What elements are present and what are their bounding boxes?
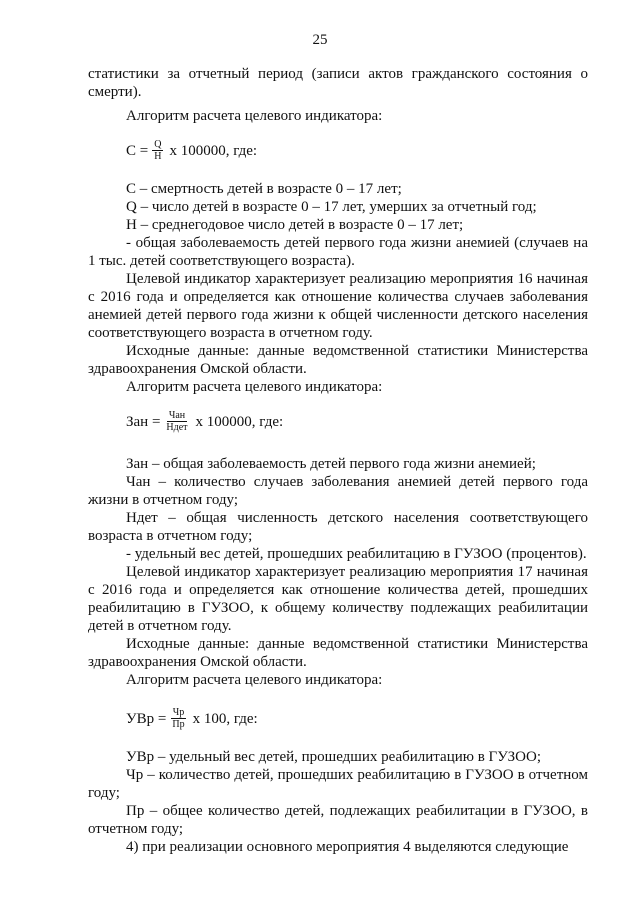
formula-lhs: С = [126, 142, 149, 159]
paragraph: Целевой индикатор характеризует реализацию мероприятия 17 начиная с 2016 года и определяется как отношение количества детей, прошедших реабилитацию в ГУЗОО, к общему количеству подлежащих реабилитации детей в отчетном году. [88, 564, 588, 634]
paragraph: - удельный вес детей, прошедших реабилитацию в ГУЗОО (процентов). [126, 546, 587, 562]
paragraph: Чр – количество детей, прошедших реабилитацию в ГУЗОО в отчетном году; [88, 767, 588, 801]
paragraph: - общая заболеваемость детей первого года жизни анемией (случаев на 1 тыс. детей соответствующего возраста). [88, 235, 588, 269]
formula-fraction [164, 410, 189, 433]
fraction-denominator: Н [154, 151, 162, 162]
formula-lhs: УВр = [126, 710, 167, 727]
formula-rhs: х 100000, где: [195, 413, 284, 430]
paragraph: 4) при реализации основного мероприятия 4 выделяются следующие [126, 839, 569, 855]
paragraph: С – смертность детей в возрасте 0 – 17 лет; [126, 181, 402, 197]
fraction-denominator: Пр [172, 719, 185, 730]
formula-mortality [126, 139, 588, 162]
paragraph: Исходные данные: данные ведомственной статистики Министерства здравоохранения Омской области. [88, 343, 588, 377]
formula-rhs: х 100000, где: [169, 142, 258, 159]
paragraph: Исходные данные: данные ведомственной статистики Министерства здравоохранения Омской области. [88, 636, 588, 670]
paragraph: Алгоритм расчета целевого индикатора: [126, 672, 383, 688]
formula-rehab [126, 707, 588, 730]
formula-lhs: Зан = [126, 413, 161, 430]
page-number: 25 [312, 32, 328, 48]
fraction-numerator: Чан [168, 410, 186, 421]
formula-anemia [126, 410, 588, 433]
paragraph: статистики за отчетный период (записи актов гражданского состояния о смерти). [88, 66, 588, 100]
document-body [88, 65, 588, 856]
paragraph: Н – среднегодовое число детей в возрасте 0 – 17 лет; [126, 217, 464, 233]
fraction-numerator: Чр [172, 707, 185, 718]
formula-rhs: х 100, где: [192, 710, 258, 727]
paragraph: Пр – общее количество детей, подлежащих реабилитации в ГУЗОО, в отчетном году; [88, 803, 588, 837]
formula-fraction [170, 707, 186, 730]
paragraph: Q – число детей в возрасте 0 – 17 лет, умерших за отчетный год; [126, 199, 537, 215]
fraction-numerator: Q [154, 139, 162, 150]
paragraph: Алгоритм расчета целевого индикатора: [126, 379, 383, 395]
fraction-denominator: Ндет [166, 422, 188, 433]
paragraph: Ндет – общая численность детского населения соответствующего возраста в отчетном году; [88, 510, 588, 544]
formula-fraction [152, 139, 163, 162]
paragraph: Целевой индикатор характеризует реализацию мероприятия 16 начиная с 2016 года и определяется как отношение количества случаев заболевания анемией детей первого года жизни к общей численности детского населения соответствующего возраста в отчетном году. [88, 271, 588, 341]
paragraph: Алгоритм расчета целевого индикатора: [126, 108, 383, 124]
paragraph: УВр – удельный вес детей, прошедших реабилитацию в ГУЗОО; [126, 749, 541, 765]
paragraph: Зан – общая заболеваемость детей первого года жизни анемией; [126, 456, 536, 472]
paragraph: Чан – количество случаев заболевания анемией детей первого года жизни в отчетном году; [88, 474, 588, 508]
